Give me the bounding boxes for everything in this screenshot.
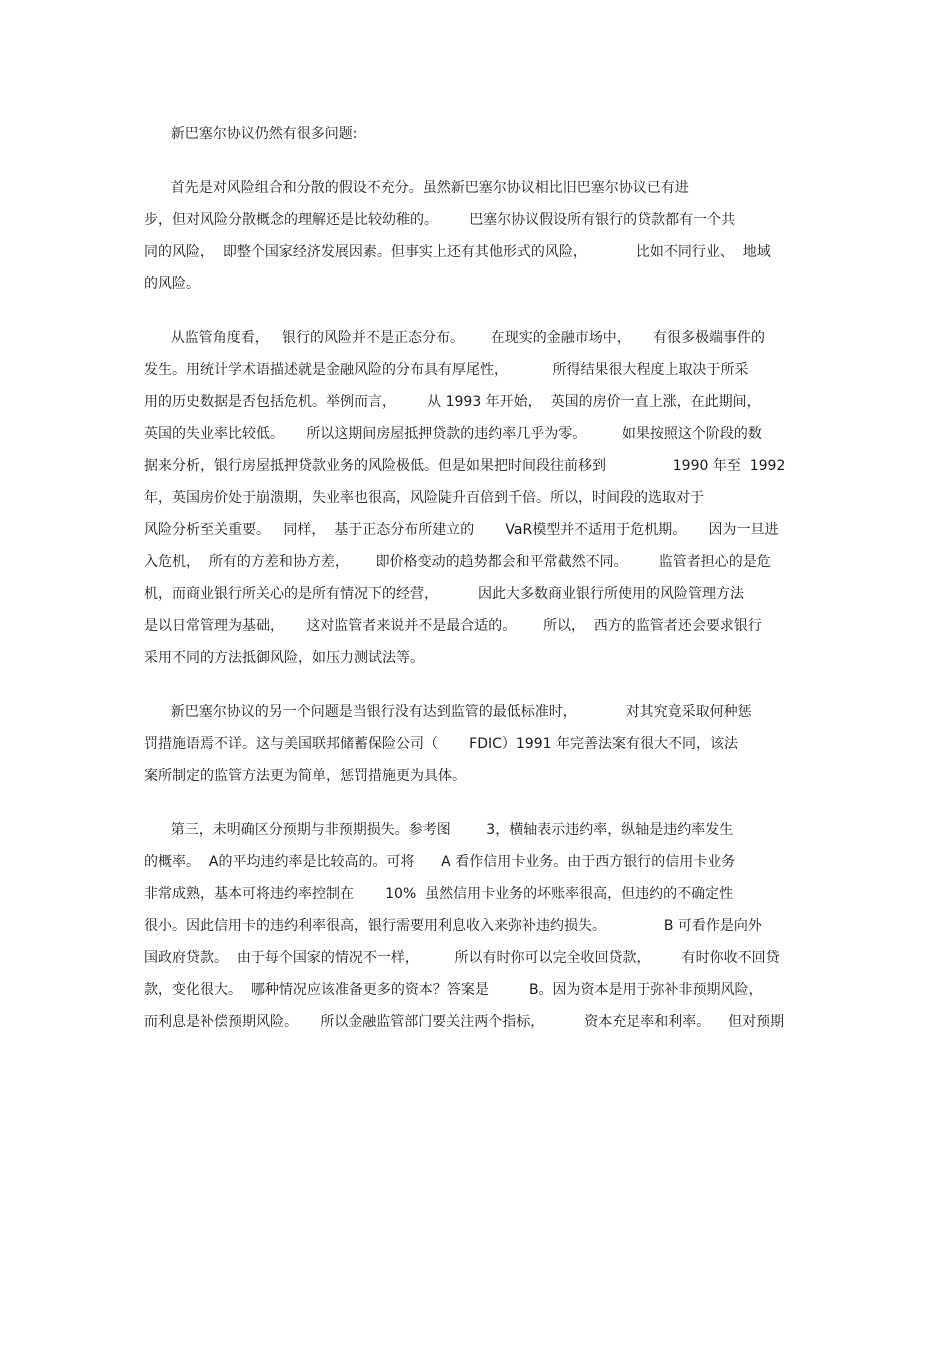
text-line: 案所制定的监管方法更为简单，惩罚措施更为具体。 [144,768,466,784]
paragraph-regulatory-perspective [144,322,824,674]
paragraph-risk-diversification [144,172,824,300]
text-line: 采用不同的方法抵御风险，如压力测试法等。 [144,650,424,666]
text-line: 第三，未明确区分预期与非预期损失。参考图 3，横轴表示违约率，纵轴是违约率发生 [144,822,734,838]
text-line: 据来分析，银行房屋抵押贷款业务的风险极低。但是如果把时间段往前移到 1990 年至 1992 [144,458,786,474]
text-line: 首先是对风险组合和分散的假设不充分。虽然新巴塞尔协议相比旧巴塞尔协议已有进 [144,180,689,196]
text-line: 非常成熟，基本可将违约率控制在 10% 虽然信用卡业务的坏账率很高，但违约的不确定性 [144,886,734,902]
document-body [144,118,824,1038]
text-line: 是以日常管理为基础， 这对监管者来说并不是最合适的。 所以， 西方的监管者还会要求银行 [144,618,762,634]
text-line: 新巴塞尔协议仍然有很多问题: [144,126,358,142]
text-line: 风险分析至关重要。 同样， 基于正态分布所建立的 VaR模型并不适用于危机期。 因为一旦进 [144,522,779,538]
text-line: 用的历史数据是否包括危机。举例而言， 从 1993 年开始， 英国的房价一直上涨，在此期间， [144,394,761,410]
text-line: 罚措施语焉不详。这与美国联邦储蓄保险公司（ FDIC）1991 年完善法案有很大不同，该法 [144,736,738,752]
text-line: 发生。用统计学术语描述就是金融风险的分布具有厚尾性， 所得结果很大程度上取决于所采 [144,362,749,378]
text-line: 入危机， 所有的方差和协方差， 即价格变动的趋势都会和平常截然不同。 监管者担心的是危 [144,554,771,570]
text-line: 机，而商业银行所关心的是所有情况下的经营， 因此大多数商业银行所使用的风险管理方法 [144,586,745,602]
paragraph-penalty-measures [144,696,824,792]
text-line: 国政府贷款。 由于每个国家的情况不一样， 所以有时你可以完全收回贷款， 有时你收不回贷 [144,950,780,966]
text-line: 而利息是补偿预期风险。 所以金融监管部门要关注两个指标， 资本充足率和利率。 但对预期 [144,1014,785,1030]
text-line: 的风险。 [144,276,200,292]
text-line: 英国的失业率比较低。 所以这期间房屋抵押贷款的违约率几乎为零。 如果按照这个阶段的数 [144,426,762,442]
text-line: 很小。因此信用卡的违约利率很高，银行需要用利息收入来弥补违约损失。 B 可看作是向外 [144,918,762,934]
text-line: 步，但对风险分散概念的理解还是比较幼稚的。 巴塞尔协议假设所有银行的贷款都有一个共 [144,212,736,228]
text-line: 新巴塞尔协议的另一个问题是当银行没有达到监管的最低标准时， 对其究竟采取何种惩 [144,704,752,720]
paragraph-expected-loss [144,814,824,1038]
paragraph-intro [144,118,824,150]
text-line: 年，英国房价处于崩溃期，失业率也很高，风险陡升百倍到千倍。所以，时间段的选取对于 [144,490,704,506]
text-line: 款，变化很大。 哪种情况应该准备更多的资本？答案是 B。因为资本是用于弥补非预期风险， [144,982,763,998]
text-line: 的概率。 A的平均违约率是比较高的。可将 A 看作信用卡业务。由于西方银行的信用卡业务 [144,854,736,870]
text-line: 从监管角度看， 银行的风险并不是正态分布。 在现实的金融市场中， 有很多极端事件的 [144,330,766,346]
text-line: 同的风险， 即整个国家经济发展因素。但事实上还有其他形式的风险， 比如不同行业、 地域 [144,244,771,260]
